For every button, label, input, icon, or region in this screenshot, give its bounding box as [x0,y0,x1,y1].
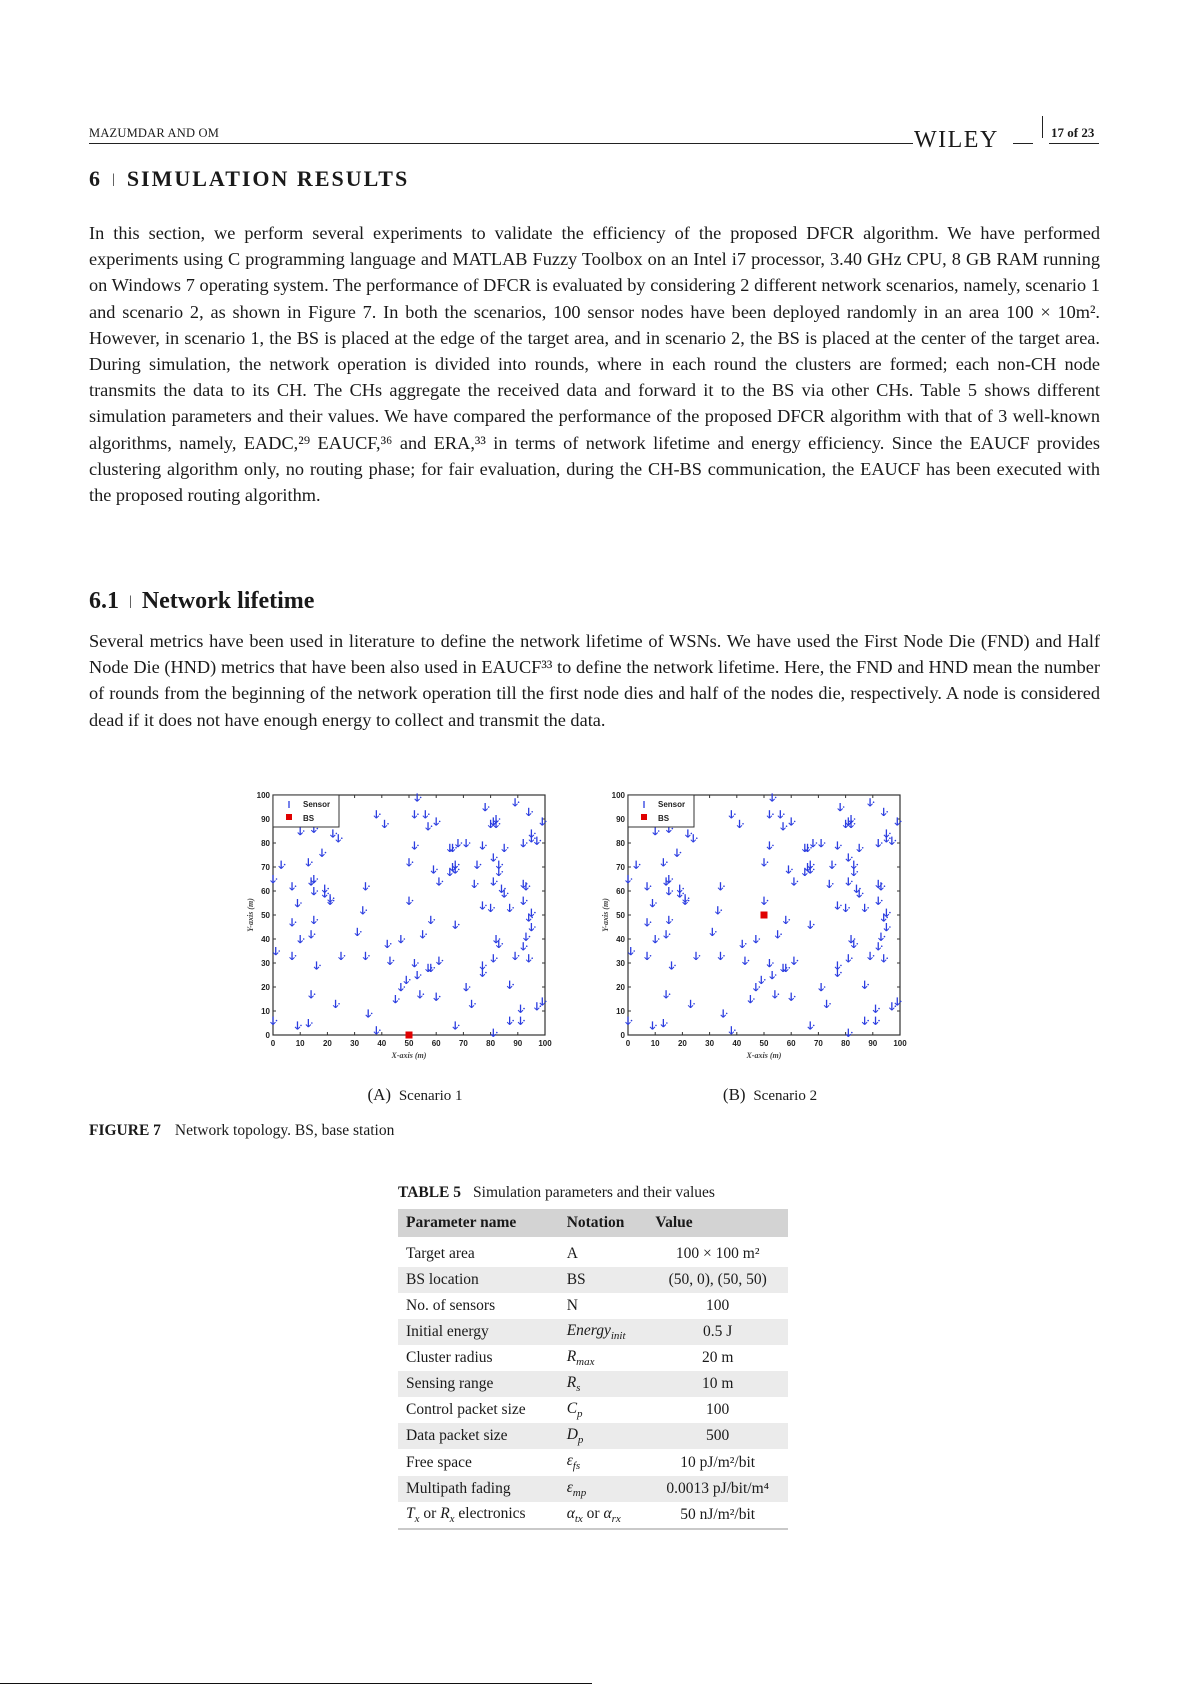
table-row [398,1449,788,1475]
parameter-value: 100 × 100 m² [675,1245,760,1262]
running-header [89,118,1099,153]
svg-text:40: 40 [732,1039,742,1048]
svg-text:Sensor: Sensor [303,800,331,809]
svg-text:20: 20 [322,1039,332,1048]
svg-text:10: 10 [295,1039,305,1048]
column-header: Parameter name [398,1209,559,1237]
parameter-value: (50, 0), (50, 50) [647,1267,788,1293]
parameter-name: Sensing range [398,1371,559,1397]
scatter-plot-canvas [245,783,585,1083]
scatter-plot-scenario-2 [600,783,940,1083]
parameters-table [398,1209,788,1530]
figure-panel-a [245,783,585,1104]
parameter-notation: $\varepsilon_{mp}$ [559,1476,648,1502]
svg-text:X-axis (m): X-axis (m) [391,1051,427,1060]
svg-text:60: 60 [261,887,270,896]
base-station-marker [761,912,768,919]
svg-text:60: 60 [786,1039,796,1048]
parameter-notation: A [566,1245,578,1262]
svg-text:100: 100 [538,1039,552,1048]
subfigure-caption [600,1085,940,1105]
parameter-notation: Energy$_{init}$ [559,1319,648,1345]
bs-legend-icon [286,814,292,820]
svg-text:40: 40 [616,935,625,944]
figure-panel-b [600,783,940,1104]
parameter-name: Target area [406,1245,475,1262]
scatter-plot-canvas [600,783,940,1083]
table-row [398,1345,788,1371]
svg-text:70: 70 [616,863,625,872]
svg-text:20: 20 [261,983,270,992]
subfigure-title: Scenario 2 [753,1088,818,1104]
section-heading [89,166,409,192]
subfigure-label: (B) [722,1085,746,1104]
base-station-marker [406,1032,413,1039]
parameter-value: 0.0013 pJ/bit/m⁴ [647,1476,788,1502]
running-header-authors: MAZUMDAR AND OM [89,126,220,140]
paragraph-text: Several metrics have been used in literature to define the network lifetime of WSNs. We have used the First Node Die (FND) and Half Node Die (HND) metrics that have been also used in EAUCF³³ to define the network lifetime. Here, the FND and HND mean the number of rounds from the beginning of the network operation till the first node dies and half of the nodes die, respectively. A node is considered dead if it does not have enough energy to collect and transmit the data. [89,631,1100,730]
svg-text:BS: BS [658,814,670,823]
table-header-row [398,1209,788,1237]
svg-text:Y-axis (m): Y-axis (m) [246,898,255,932]
header-rule [1049,143,1099,144]
svg-text:20: 20 [616,983,625,992]
figure-label: FIGURE 7 [89,1122,161,1139]
svg-text:90: 90 [868,1039,878,1048]
parameter-notation: $R_s$ [559,1371,648,1397]
parameter-name: Cluster radius [406,1349,493,1367]
table-row [398,1241,788,1267]
svg-text:70: 70 [261,863,270,872]
publisher-logo: WILEY [914,127,999,153]
svg-text:50: 50 [404,1039,414,1048]
parameter-name: BS location [398,1267,559,1293]
svg-text:70: 70 [458,1039,468,1048]
subfigure-caption [245,1085,585,1105]
section-title: SIMULATION RESULTS [126,166,410,191]
svg-text:90: 90 [513,1039,523,1048]
svg-text:80: 80 [616,839,625,848]
svg-text:30: 30 [705,1039,715,1048]
subfigure-label: (A) [367,1085,392,1104]
svg-text:30: 30 [261,959,270,968]
parameter-notation: $D_p$ [559,1423,648,1449]
svg-text:30: 30 [616,959,625,968]
subsection-heading [89,588,314,615]
svg-text:Sensor: Sensor [658,800,686,809]
svg-text:0: 0 [265,1031,270,1040]
parameter-value: 100 [706,1401,730,1419]
svg-text:30: 30 [350,1039,360,1048]
parameter-notation: $R_{max}$ [566,1348,595,1369]
svg-text:50: 50 [261,911,270,920]
svg-text:90: 90 [616,815,625,824]
column-header: Value [647,1209,788,1237]
table-label: TABLE 5 [398,1184,462,1201]
table-row [398,1267,788,1293]
scatter-plot-scenario-1 [245,783,585,1083]
parameter-name: Control packet size [406,1401,526,1419]
svg-text:60: 60 [616,887,625,896]
table-5 [398,1184,788,1530]
figure-caption-text: Network topology. BS, base station [174,1122,395,1139]
parameter-name: Multipath fading [398,1476,559,1502]
table-row [398,1502,788,1529]
svg-text:20: 20 [677,1039,687,1048]
bs-legend-icon [641,814,647,820]
svg-text:10: 10 [261,1007,270,1016]
subsection-title: Network lifetime [141,588,315,614]
table-row [398,1423,788,1449]
svg-text:80: 80 [841,1039,851,1048]
svg-text:10: 10 [616,1007,625,1016]
table-row [398,1319,788,1345]
parameter-value: 10 pJ/m²/bit [680,1453,756,1471]
parameter-notation: $\varepsilon_{fs}$ [566,1452,581,1473]
parameter-name: Initial energy [398,1319,559,1345]
header-rule [1013,143,1033,144]
table-row [398,1371,788,1397]
parameter-value: 10 m [647,1371,788,1397]
svg-text:X-axis (m): X-axis (m) [746,1051,782,1060]
subfigure-title: Scenario 1 [398,1088,463,1104]
table-caption-text: Simulation parameters and their values [473,1184,715,1201]
header-rule [89,143,913,144]
heading-separator: | [129,594,132,609]
svg-text:90: 90 [261,815,270,824]
parameter-name: No. of sensors [406,1297,496,1314]
svg-text:50: 50 [616,911,625,920]
svg-text:0: 0 [270,1039,276,1048]
parameter-name: Data packet size [398,1423,559,1449]
parameter-value: 100 [706,1297,730,1314]
subsection-number: 6.1 [89,588,119,614]
figure-caption [89,1122,394,1140]
table-caption [398,1184,788,1202]
svg-text:0: 0 [625,1039,631,1048]
svg-text:0: 0 [620,1031,625,1040]
parameter-value: 500 [647,1423,788,1449]
svg-text:70: 70 [813,1039,823,1048]
page-number: 17 of 23 [1051,125,1095,140]
parameter-notation: $\alpha_{tx}$ or $\alpha_{rx}$ [559,1502,648,1529]
paragraph-text: In this section, we perform several experiments to validate the efficiency of the proposed DFCR algorithm. We have performed experiments using C programming language and MATLAB Fuzzy Toolbox on an Intel i7 processor, 3.40 GHz CPU, 8 GB RAM running on Windows 7 operating system. The performance of DFCR is evaluated by considering 2 different network scenarios, namely, scenario 1 and scenario 2, as shown in Figure 7. In both the scenarios, 100 sensor nodes have been deployed randomly in an area 100 × 10m². However, in scenario 1, the BS is placed at the edge of the target area, and in scenario 2, the BS is placed at the center of the target area. During simulation, the network operation is divided into rounds, where in each round the clusters are formed; each non-CH node transmits the data to its CH. The CHs aggregate the received data and forward it to the BS via other CHs. Table 5 shows different simulation parameters and their values. We have compared the performance of the proposed DFCR algorithm with that of 3 well-known algorithms, namely, EADC,²⁹ EAUCF,³⁶ and ERA,³³ in terms of network lifetime and energy efficiency. Since the EAUCF provides clustering algorithm only, no routing phase; for fair evaluation, during the CH-BS communication, the EAUCF has been executed with the proposed routing algorithm. [89,223,1100,506]
svg-text:10: 10 [650,1039,660,1048]
svg-text:Y-axis (m): Y-axis (m) [601,898,610,932]
parameter-notation: N [566,1297,578,1314]
parameter-value: 50 nJ/m²/bit [647,1502,788,1529]
parameter-name: Free space [406,1453,472,1471]
svg-text:60: 60 [431,1039,441,1048]
svg-text:80: 80 [486,1039,496,1048]
parameter-notation: BS [559,1267,648,1293]
parameter-value: 20 m [701,1349,734,1367]
parameter-value: 0.5 J [647,1319,788,1345]
subsection-paragraph [89,628,1100,733]
svg-text:40: 40 [261,935,270,944]
table-row [398,1293,788,1319]
footer-rule [0,1683,592,1684]
column-header: Notation [559,1209,648,1237]
parameter-name: $T_x$ or $R_x$ electronics [398,1502,559,1529]
section-number: 6 [89,166,102,191]
table-row [398,1476,788,1502]
section-paragraph [89,220,1100,508]
svg-text:50: 50 [759,1039,769,1048]
parameter-notation: $C_p$ [566,1400,583,1421]
svg-text:BS: BS [303,814,315,823]
svg-text:80: 80 [261,839,270,848]
heading-separator: | [112,172,117,187]
svg-text:100: 100 [893,1039,907,1048]
svg-text:40: 40 [377,1039,387,1048]
table-row [398,1397,788,1423]
svg-text:100: 100 [611,791,625,800]
svg-text:100: 100 [256,791,270,800]
page-separator [1042,116,1043,138]
